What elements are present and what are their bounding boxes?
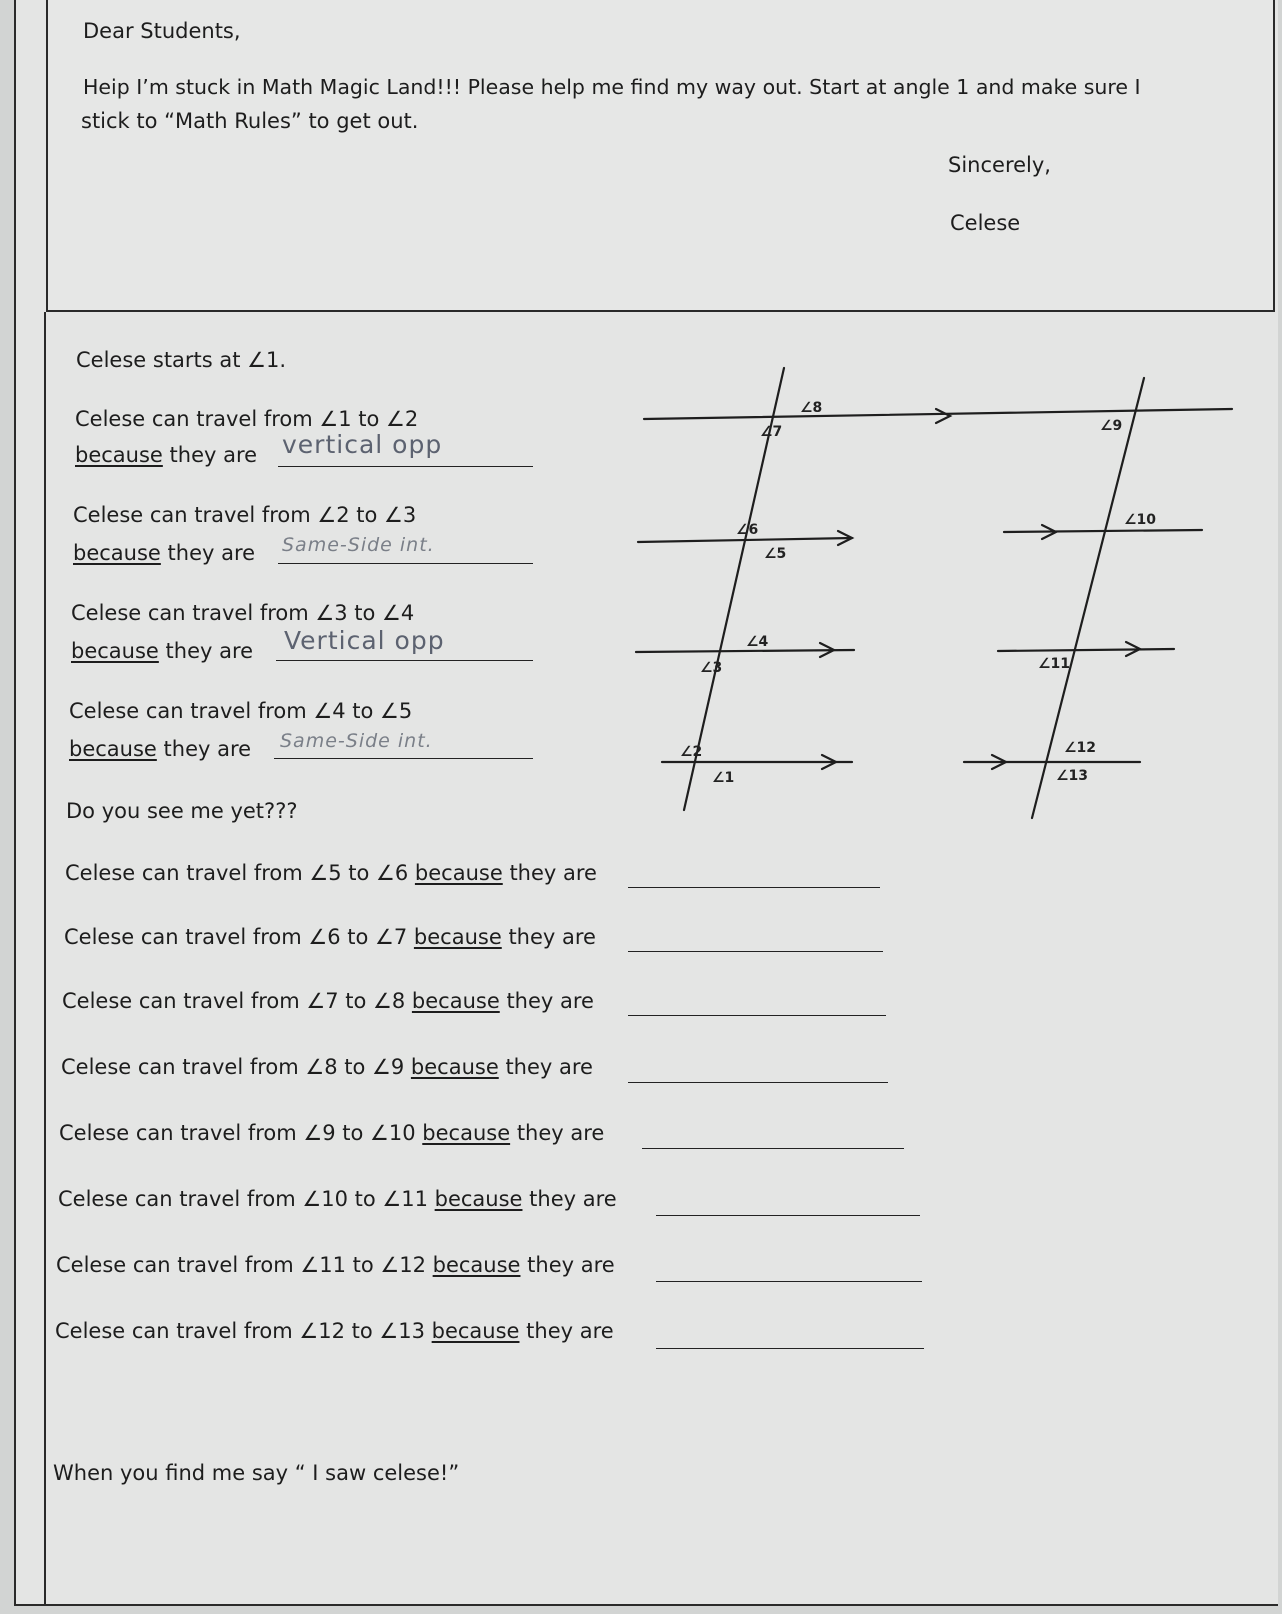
angle-12-label: ∠12 [1064,740,1097,756]
letter-closing: Sincerely, [948,153,1051,177]
step-6-text: Celese can travel from ∠6 to ∠7 because they are [64,925,596,949]
angle-2-label: ∠2 [680,744,703,760]
see-me-yet-text: Do you see me yet??? [66,799,298,823]
letter-body-line1: Heip I’m stuck in Math Magic Land!!! Please help me find my way out. Start at angle 1 and make sure I [83,75,1141,99]
letter-signature: Celese [950,211,1021,235]
step-7-text: Celese can travel from ∠7 to ∠8 because they are [62,989,594,1013]
step-4-answer: Same-Side int. [280,730,433,752]
angle-7-label: ∠7 [760,424,783,440]
step-12-text: Celese can travel from ∠12 to ∠13 because they are [55,1319,614,1343]
arrow-icon [936,409,950,423]
step-2-because: because they are [73,541,256,565]
letter-greeting: Dear Students, [83,19,241,43]
angle-3-label: ∠3 [700,660,723,676]
step-3-text: Celese can travel from ∠3 to ∠4 [71,601,415,625]
step-3-answer: Vertical opp [284,626,445,655]
step-5-text: Celese can travel from ∠5 to ∠6 because they are [65,861,597,885]
angle-10-label: ∠10 [1124,512,1157,528]
right-parallel-line-3 [998,649,1174,651]
step-9-text: Celese can travel from ∠9 to ∠10 because they are [59,1121,605,1145]
step-1-text: Celese can travel from ∠1 to ∠2 [75,407,419,431]
angle-8-label: ∠8 [800,400,823,416]
worksheet-page [14,0,1278,1606]
left-parallel-line-3 [636,650,854,652]
angle-5-label: ∠5 [764,546,787,562]
step-2-text: Celese can travel from ∠2 to ∠3 [73,503,417,527]
angle-1-label: ∠1 [712,770,735,786]
angle-11-label: ∠11 [1038,656,1071,672]
step-3-because: because they are [71,639,254,663]
step-2-answer: Same-Side int. [282,534,435,556]
angle-13-label: ∠13 [1056,768,1089,784]
step-4-text: Celese can travel from ∠4 to ∠5 [69,699,413,723]
angle-9-label: ∠9 [1100,418,1123,434]
letter-body-line2: stick to “Math Rules” to get out. [81,109,419,133]
step-1-because: because they are [75,443,258,467]
step-11-text: Celese can travel from ∠11 to ∠12 because they are [56,1253,615,1277]
step-1-answer: vertical opp [282,430,443,459]
right-parallel-line-2 [1004,530,1202,532]
step-4-because: because they are [69,737,252,761]
angle-6-label: ∠6 [736,522,759,538]
step-8-text: Celese can travel from ∠8 to ∠9 because they are [61,1055,593,1079]
angles-diagram [16,0,1278,1604]
ending-text: When you find me say “ I saw celese!” [53,1461,460,1485]
angle-4-label: ∠4 [746,634,769,650]
step-10-text: Celese can travel from ∠10 to ∠11 because they are [58,1187,617,1211]
intro-text: Celese starts at ∠1. [76,348,287,372]
